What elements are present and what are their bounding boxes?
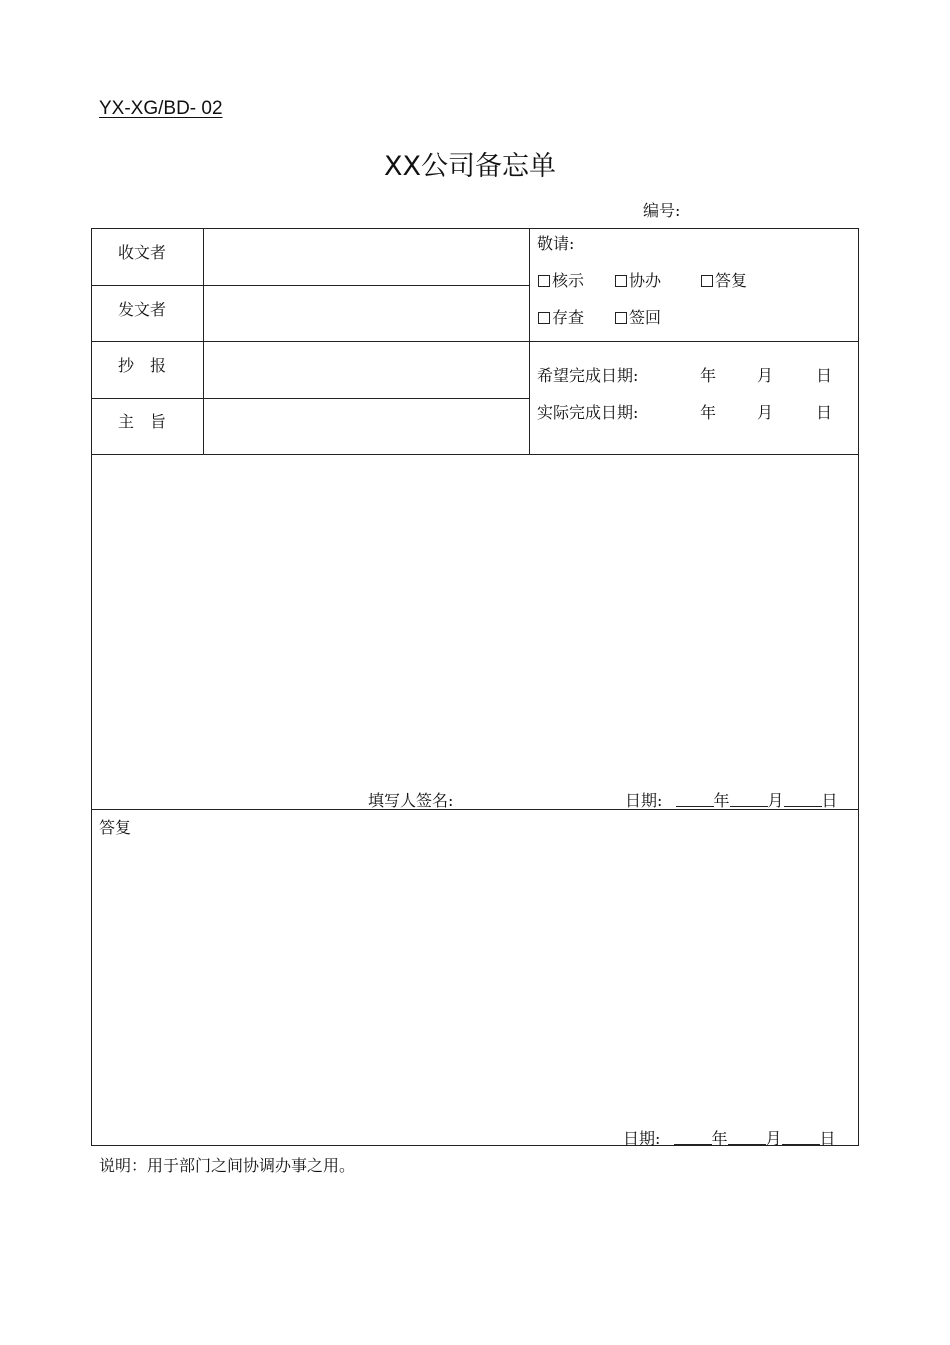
checkbox-label: 核示: [552, 271, 585, 290]
page-title: XX公司备忘单: [384, 151, 556, 182]
checkbox-icon: [701, 275, 713, 287]
checkbox-assist[interactable]: [615, 268, 661, 291]
recipient-label: 收文者: [118, 243, 167, 262]
expected-year-label: 年: [700, 366, 717, 385]
checkbox-icon: [615, 312, 627, 324]
body-date-label: 日期:: [625, 791, 663, 810]
divider: [91, 285, 529, 286]
day-blank[interactable]: [782, 1130, 820, 1145]
month-blank[interactable]: [728, 1130, 766, 1145]
reply-label: 答复: [99, 818, 132, 837]
day-label: 日: [819, 1129, 836, 1148]
document-code: YX-XG/BD- 02: [99, 98, 223, 119]
serial-number-field[interactable]: [690, 196, 850, 218]
year-blank[interactable]: [676, 792, 714, 807]
checkbox-icon: [538, 275, 550, 287]
checkbox-file[interactable]: [538, 305, 584, 328]
actual-date-label: 实际完成日期:: [537, 403, 639, 422]
expected-month-label: 月: [757, 366, 774, 385]
divider: [91, 398, 529, 399]
body-date-row: [625, 788, 838, 811]
month-label: 月: [765, 1129, 782, 1148]
actual-month-label: 月: [757, 403, 774, 422]
day-label: 日: [821, 791, 838, 810]
reply-date-label: 日期:: [623, 1129, 661, 1148]
signer-label: 填写人签名:: [368, 791, 454, 810]
divider: [529, 228, 530, 454]
checkbox-icon: [615, 275, 627, 287]
actual-day-label: 日: [816, 403, 833, 422]
sender-field[interactable]: [205, 287, 527, 340]
checkbox-icon: [538, 312, 550, 324]
expected-date-label: 希望完成日期:: [537, 366, 639, 385]
reply-body-field[interactable]: [93, 840, 857, 1120]
checkbox-approve[interactable]: [538, 268, 584, 291]
checkbox-label: 答复: [715, 271, 748, 290]
checkbox-sign-return[interactable]: [615, 305, 661, 328]
sender-label: 发文者: [118, 300, 167, 319]
checkbox-label: 存查: [552, 308, 585, 327]
actual-year-label: 年: [700, 403, 717, 422]
reply-date-row: [623, 1126, 836, 1149]
checkbox-label: 协办: [629, 271, 662, 290]
footer-note: 说明：用于部门之间协调办事之用。: [99, 1156, 356, 1175]
month-blank[interactable]: [730, 792, 768, 807]
subject-label: 主 旨: [118, 412, 167, 431]
checkbox-reply[interactable]: [701, 268, 747, 291]
divider: [203, 228, 204, 454]
serial-number-label: 编号:: [643, 201, 681, 220]
subject-field[interactable]: [205, 400, 527, 453]
cc-field[interactable]: [205, 343, 527, 397]
divider: [91, 341, 859, 342]
cc-label: 抄 报: [118, 356, 167, 375]
request-label: 敬请:: [537, 234, 575, 253]
memo-body-field[interactable]: [93, 456, 857, 781]
month-label: 月: [767, 791, 784, 810]
checkbox-label: 签回: [629, 308, 662, 327]
expected-day-label: 日: [816, 366, 833, 385]
year-label: 年: [711, 1129, 728, 1148]
year-blank[interactable]: [674, 1130, 712, 1145]
divider: [91, 454, 859, 455]
day-blank[interactable]: [784, 792, 822, 807]
year-label: 年: [713, 791, 730, 810]
recipient-field[interactable]: [205, 230, 527, 284]
